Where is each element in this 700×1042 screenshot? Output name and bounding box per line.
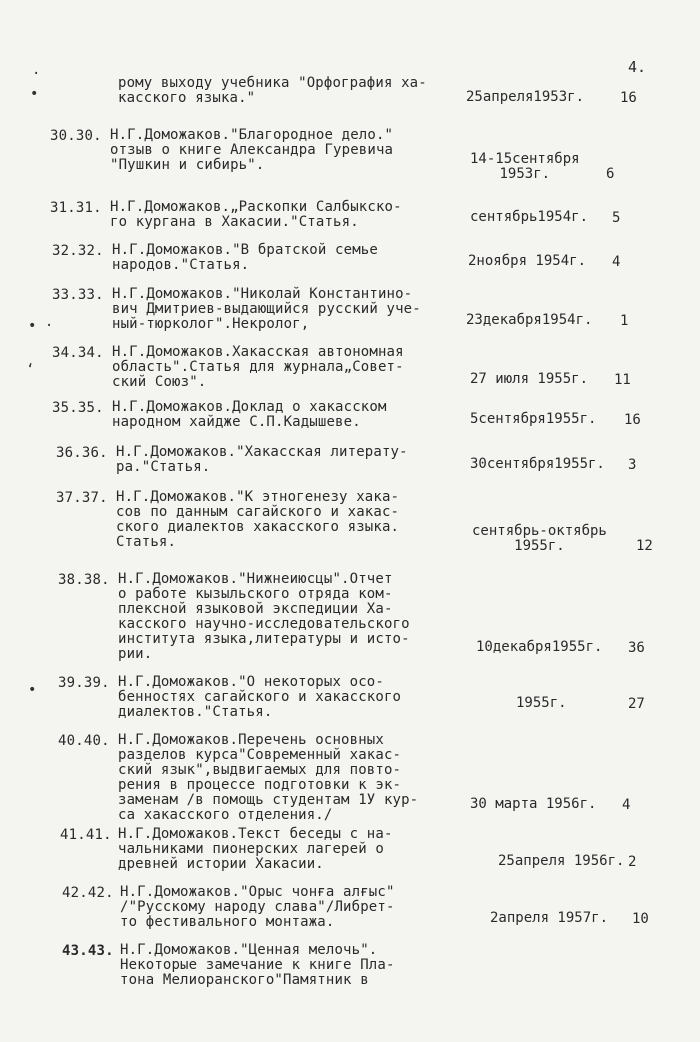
entry-pages: 4: [612, 254, 621, 270]
entry-pages: 4: [622, 797, 631, 813]
entry-number: 35.35.: [52, 400, 104, 416]
entry-pages: 6: [606, 166, 615, 182]
margin-mark: ‘: [26, 362, 35, 378]
entry-description: Н.Г.Доможаков."Николай Константино- вич Дмитриев-выдающийся русский уче- ный-тюрколог".Некролог,: [112, 286, 421, 332]
entry-date: 25апреля1953г.: [466, 89, 585, 105]
entry-number: 34.34.: [52, 345, 104, 361]
entry-date: сентябрь1954г.: [470, 209, 589, 225]
entry-pages: 12: [636, 538, 653, 554]
entry-description: Н.Г.Доможаков."Нижнеиюсцы".Отчет о работе кызыльского отряда ком- плексной языковой экспедиции Ха- касского научно-исследовательского института языка,литературы и исто- рии.: [118, 571, 410, 662]
entry-date: 30 марта 1956г.: [470, 796, 597, 812]
entry-number: 40.40.: [58, 733, 110, 749]
margin-mark: •: [30, 86, 39, 102]
margin-mark: •: [28, 682, 37, 698]
entry-pages: 27: [628, 696, 645, 712]
entry-description: Н.Г.Доможаков.Хакасская автономная область".Статья для журнала„Совет- ский Союз".: [112, 344, 404, 390]
entry-date: 27 июля 1955г.: [470, 371, 589, 387]
entry-number: 39.39.: [58, 675, 110, 691]
entry-number: 38.38.: [58, 572, 110, 588]
page-number: 4.: [628, 58, 647, 76]
entry-date: 10декабря1955г.: [476, 639, 603, 655]
entry-date: 2апреля 1957г.: [490, 910, 609, 926]
entry-pages: 10: [632, 911, 649, 927]
margin-mark: • ·: [28, 318, 54, 334]
entry-date: 14-15сентября 1953г.: [470, 151, 580, 182]
entry-date: 30сентября1955г.: [470, 456, 605, 472]
entry-date: сентябрь-октябрь 1955г.: [472, 523, 607, 554]
entry-description: Н.Г.Доможаков."Благородное дело." отзыв о книге Александра Гуревича "Пушкин и сибирь".: [110, 127, 394, 173]
entry-description: Н.Г.Доможаков."Орыс чонға алғыс" /"Русскому народу слава"/Либрет- то фестивального монтажа.: [120, 884, 395, 930]
entry-date: 5сентября1955г.: [470, 411, 597, 427]
entry-date: 2ноября 1954г.: [468, 253, 587, 269]
entry-number: 33.33.: [52, 287, 104, 303]
entry-description: Н.Г.Доможаков.„Раскопки Салбыкско- го кургана в Хакасии."Статья.: [110, 199, 402, 230]
entry-number: 31.31.: [50, 200, 102, 216]
entry-pages: 3: [628, 457, 637, 473]
entry-number: 42.42.: [62, 885, 114, 901]
entry-description: Н.Г.Доможаков.Текст беседы с на- чальниками пионерских лагерей о древней истории Хакасии.: [118, 826, 393, 872]
entry-number: 41.41.: [60, 827, 112, 843]
margin-mark: ·: [32, 66, 41, 82]
entry-description: Н.Г.Доможаков."Хакасская литерату- ра."Статья.: [116, 444, 408, 475]
entry-description: Н.Г.Доможаков."В братской семье народов."Статья.: [112, 242, 378, 273]
entry-pages: 11: [614, 372, 631, 388]
entry-number: 43.43.: [62, 943, 114, 959]
entry-number: 37.37.: [56, 490, 108, 506]
entry-date: 25апреля 1956г.: [498, 853, 625, 869]
entry-date: 23декабря1954г.: [466, 312, 593, 328]
entry-description: Н.Г.Доможаков.Доклад о хакасском народном хайдже С.П.Кадышеве.: [112, 399, 387, 430]
entry-description: рому выходу учебника "Орфография ха- касского языка.": [118, 75, 427, 106]
entry-pages: 1: [620, 313, 629, 329]
entry-description: Н.Г.Доможаков."К этногенезу хака- сов по данным сагайского и хакас- ского диалектов хакасского языка. Статья.: [116, 489, 400, 550]
entry-pages: 36: [628, 640, 645, 656]
entry-pages: 16: [624, 412, 641, 428]
entry-pages: 5: [612, 210, 621, 226]
entry-number: 36.36.: [56, 445, 108, 461]
entry-number: 32.32.: [52, 243, 104, 259]
entry-pages: 2: [628, 854, 637, 870]
entry-number: 30.30.: [50, 128, 102, 144]
entry-description: Н.Г.Доможаков."О некоторых осо- бенностях сагайского и хакасского диалектов."Статья.: [118, 674, 402, 720]
entry-description: Н.Г.Доможаков."Ценная мелочь". Некоторые замечание к книге Пла- тона Мелиоранского"Памятник в: [120, 942, 395, 988]
entry-pages: 16: [620, 90, 637, 106]
entry-date: 1955г.: [516, 695, 567, 711]
entry-description: Н.Г.Доможаков.Перечень основных разделов курса"Современный хакас- ский язык",выдвигаемых для повто- рения в процессе подготовки к эк- заменам /в помощь студентам 1У кур- са хакасского отделения./: [118, 732, 419, 823]
